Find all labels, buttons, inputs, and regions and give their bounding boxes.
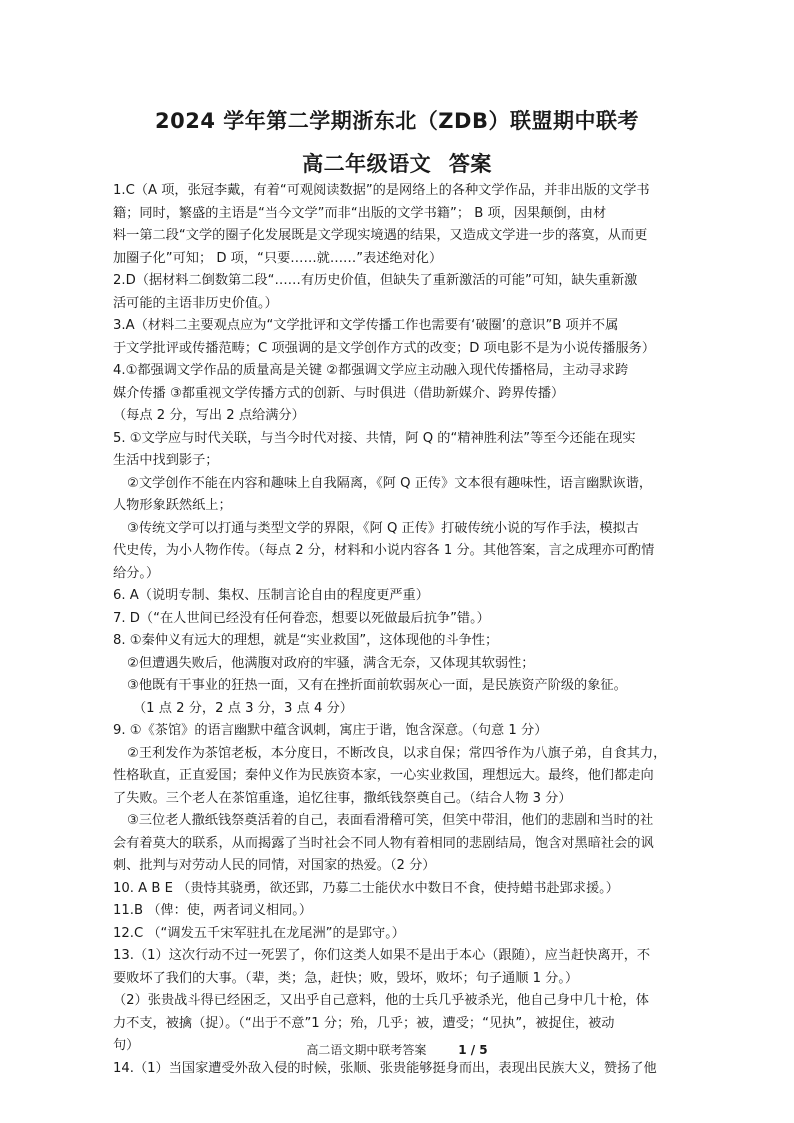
answer-line: 14.（1）当国家遭受外敌入侵的时候，张顺、张贵能够挺身而出，表现出民族大义，赞扬了他 <box>113 1060 657 1076</box>
footer-label: 高二语文期中联考答案 <box>306 1043 427 1057</box>
answer-line: ②文学创作不能在内容和趣味上自我隔离，《阿 Q 正传》文本很有趣味性，语言幽默诙谐， <box>127 475 653 491</box>
answer-line: 会有着莫大的联系，从而揭露了当时社会不同人物有着相同的悲剧结局，饱含对黑暗社会的讽 <box>113 835 654 851</box>
exam-subtitle: 高二年级语文 答案 <box>302 152 492 176</box>
answer-line: 加圈子化”可知； D 项，“只要……就……”表述绝对化） <box>113 250 443 266</box>
answer-line: 4.①都强调文学作品的质量高是关键 ②都强调文学应主动融入现代传播格局，主动寻求跨 <box>113 363 629 378</box>
answer-line: ③传统文学可以打通与类型文学的界限，《阿 Q 正传》打破传统小说的写作手法，模拟古 <box>127 520 639 536</box>
answer-line: 生活中找到影子； <box>113 453 219 468</box>
answer-line: 7. D（“在人世间已经没有任何眷恋，想要以死做最后抗争”错。） <box>113 610 490 626</box>
answer-line: 性格耿直，正直爱国；秦仲义作为民族资本家，一心实业救国，理想远大。最终，他们都走向 <box>113 768 654 783</box>
answer-line: 2.D（据材料二倒数第二段“……有历史价值，但缺失了重新激活的可能”可知，缺失重新激 <box>113 273 638 288</box>
answer-line: 5. ①文学应与时代关联，与当今时代对接、共情，阿 Q 的“精神胜利法”等至今还能在现实 <box>113 430 636 446</box>
page-footer <box>0 1041 794 1058</box>
answer-line: 13.（1）这次行动不过一死罢了，你们这类人如果不是出于本心（跟随），应当赶快离开，不 <box>113 948 651 963</box>
answer-line: ③他既有干事业的狂热一面，又有在挫折面前软弱灰心一面，是民族资产阶级的象征。 <box>127 678 627 693</box>
page-number: 1 / 5 <box>458 1043 488 1057</box>
answer-line: 6. A（说明专制、集权、压制言论自由的程度更严重） <box>113 588 429 603</box>
answer-line: 代史传，为小人物作传。（每点 2 分，材料和小说内容各 1 分。其他答案，言之成理亦可酌情 <box>113 543 655 558</box>
answer-line: ③三位老人撒纸钱祭奠活着的自己，表面看滑稽可笑，但笑中带泪，他们的悲剧和当时的社 <box>127 813 654 828</box>
answer-line: 籍；同时，繁盛的主语是“当今文学”而非“出版的文学书籍”； B 项，因果颠倒，由材 <box>113 205 607 221</box>
answer-line: 给分。） <box>113 565 160 581</box>
answer-body <box>113 180 685 1080</box>
answer-line: 11.B （俾：使，两者词义相同。） <box>113 903 313 918</box>
answer-line: ②但遭遇失败后，他满腹对政府的牢骚，满含无奈，又体现其软弱性； <box>127 655 535 671</box>
answer-line: 人物形象跃然纸上； <box>113 498 232 513</box>
answer-line: 于文学批评或传播范畴；C 项强调的是文学创作方式的改变；D 项电影不是为小说传播服务） <box>113 340 656 356</box>
answer-line: 力不支，被擒（捉）。（“出于不意”1 分；殆，几乎；被，遭受；“见执”，被捉住，被动 <box>113 1015 615 1031</box>
answer-line: 12.C （“调发五千宋军驻扎在龙尾洲”的是郢守。） <box>113 925 405 941</box>
answer-line: （1 点 2 分，2 点 3 分，3 点 4 分） <box>133 700 353 716</box>
answer-line: 3.A（材料二主要观点应为“文学批评和文学传播工作也需要有‘破圈’的意识”B 项并不属 <box>113 318 619 333</box>
answer-line: （每点 2 分，写出 2 点给满分） <box>113 408 305 423</box>
answer-line: 要败坏了我们的大事。（辈，类；急，赶快；败，毁坏，败坏；句子通顺 1 分。） <box>113 970 579 986</box>
answer-line: 媒介传播 ③都重视文学传播方式的创新、与时俱进（借助新媒介、跨界传播） <box>113 385 565 401</box>
answer-line: 活可能的主语非历史价值。） <box>113 295 278 311</box>
answer-line: （2）张贵战斗得已经困乏，又出乎自己意料，他的士兵几乎被杀光，他自己身中几十枪，体 <box>113 993 649 1008</box>
exam-title: 2024 学年第二学期浙东北（ZDB）联盟期中联考 <box>155 109 639 133</box>
answer-line: 了失败。三个老人在茶馆重逢，追忆往事，撒纸钱祭奠自己。（结合人物 3 分） <box>113 790 572 806</box>
answer-line: 10. A B E （贵恃其骁勇，欲还郢，乃募二士能伏水中数日不食，使持蜡书赴郢求援。） <box>113 880 619 896</box>
answer-line: 刺、批判与对劳动人民的同情，对国家的热爱。（2 分） <box>113 858 436 873</box>
answer-line: 料一第二段“文学的圈子化发展既是文学现实境遇的结果，又造成文学进一步的落寞，从而更 <box>113 228 648 243</box>
answer-line: 1.C（A 项，张冠李戴，有着“可观阅读数据”的是网络上的各种文学作品，并非出版的文学书 <box>113 183 650 198</box>
answer-line: 句） <box>113 1038 140 1053</box>
answer-line: ②王利发作为茶馆老板，本分度日，不断改良，以求自保；常四爷作为八旗子弟，自食其力， <box>127 745 667 761</box>
answer-line: 9. ①《茶馆》的语言幽默中蕴含讽刺，寓庄于谐，饱含深意。（句意 1 分） <box>113 723 548 738</box>
answer-line: 8. ①秦仲义有远大的理想，就是“实业救国”，这体现他的斗争性； <box>113 633 499 648</box>
